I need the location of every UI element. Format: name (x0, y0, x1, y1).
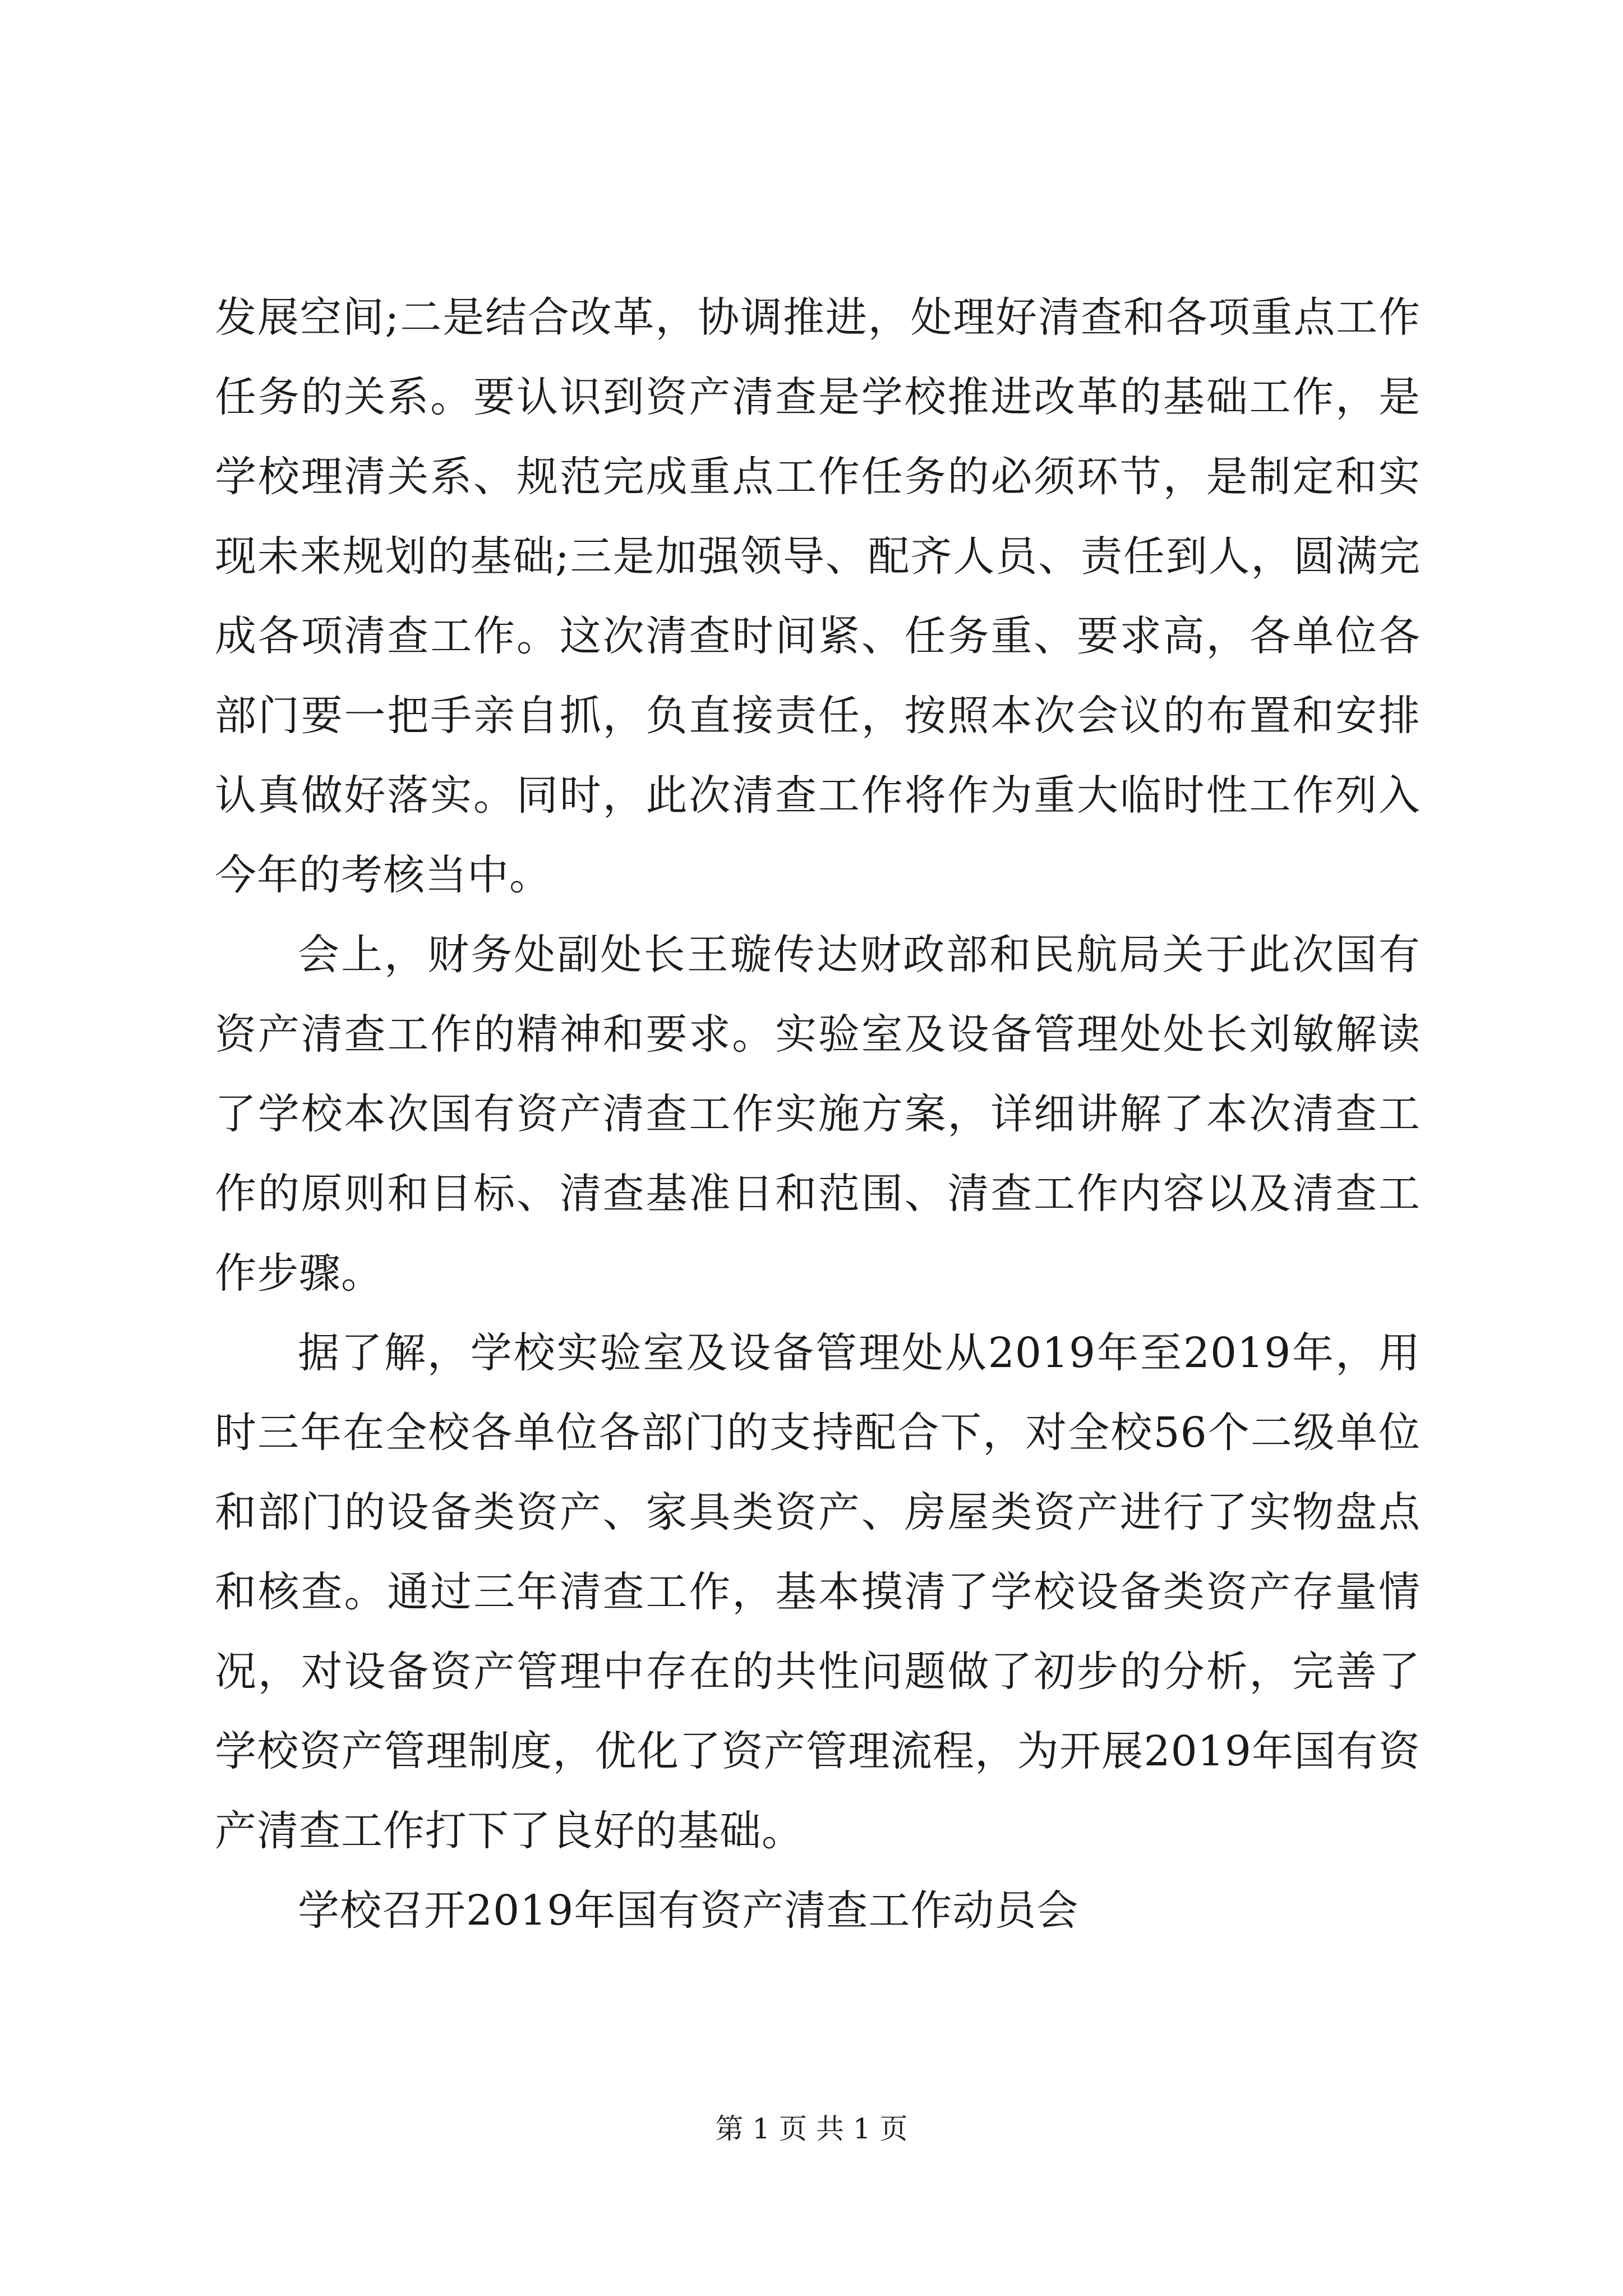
document-body (215, 278, 1421, 1950)
paragraph-meeting: 会上，财务处副处长王璇传达财政部和民航局关于此次国有资产清查工作的精神和要求。实验室及设备管理处处长刘敏解读了学校本次国有资产清查工作实施方案，详细讲解了本次清查工作的原则和目标、清查基准日和范围、清查工作内容以及清查工作步骤。 (215, 931, 1421, 1297)
page-footer: 第 1 页 共 1 页 (715, 2113, 908, 2145)
paragraph-title-line: 学校召开2019年国有资产清查工作动员会 (298, 1887, 1079, 1935)
paragraph-continuation: 发展空间;二是结合改革，协调推进，处理好清查和各项重点工作任务的关系。要认识到资产清查是学校推进改革的基础工作，是学校理清关系、规范完成重点工作任务的必须环节，是制定和实现未来规划的基础;三是加强领导、配齐人员、责任到人，圆满完成各项清查工作。这次清查时间紧、任务重、要求高，各单位各部门要一把手亲自抓，负直接责任，按照本次会议的布置和安排认真做好落实。同时，此次清查工作将作为重大临时性工作列入今年的考核当中。 (215, 293, 1421, 899)
paragraph-background: 据了解，学校实验室及设备管理处从2019年至2019年，用时三年在全校各单位各部门的支持配合下，对全校56个二级单位和部门的设备类资产、家具类资产、房屋类资产进行了实物盘点和核查。通过三年清查工作，基本摸清了学校设备类资产存量情况，对设备资产管理中存在的共性问题做了初步的分析，完善了学校资产管理制度，优化了资产管理流程，为开展2019年国有资产清查工作打下了良好的基础。 (215, 1329, 1421, 1855)
